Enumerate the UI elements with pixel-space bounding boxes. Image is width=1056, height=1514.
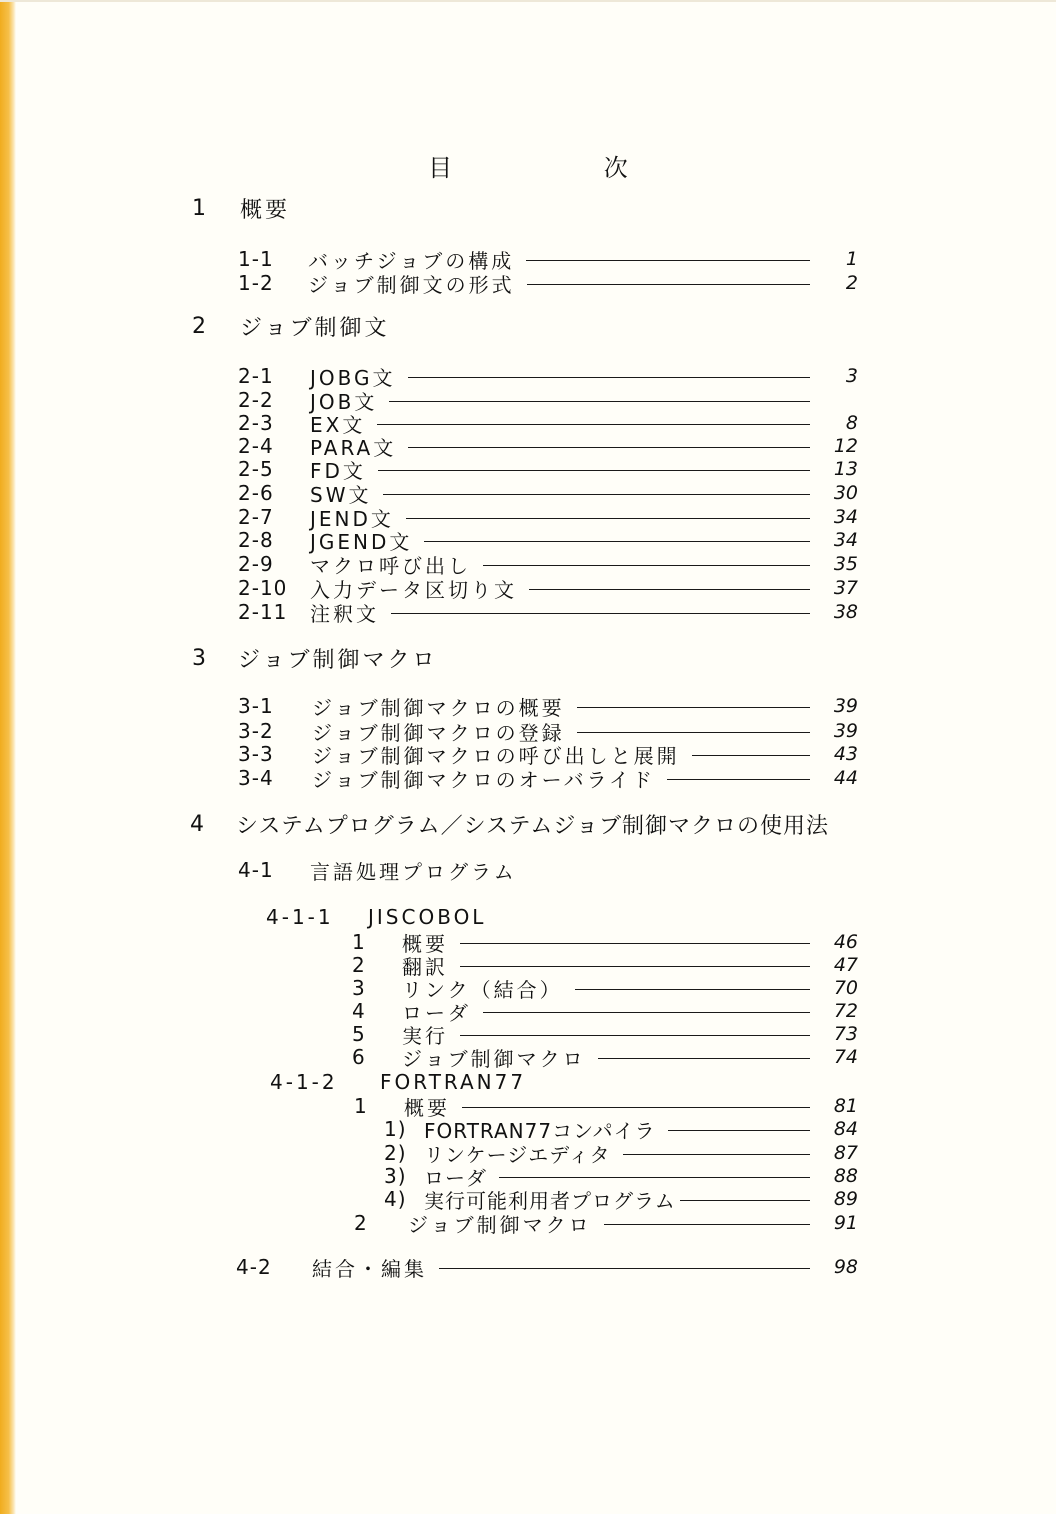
toc-page: 73 xyxy=(833,1023,858,1045)
toc-page: 12 xyxy=(833,435,858,457)
toc-label: JGEND文 xyxy=(310,529,413,554)
toc-number: 3) xyxy=(384,1164,407,1188)
toc-number: 2 xyxy=(192,313,207,339)
toc-number: 2-1 xyxy=(238,364,274,388)
toc-number: 3 xyxy=(352,976,366,1000)
leader-line xyxy=(377,424,810,425)
page-title: 目 次 xyxy=(428,154,700,182)
toc-label: ローダ xyxy=(402,1000,471,1025)
toc-label: ジョブ制御文の形式 xyxy=(308,272,515,297)
top-edge xyxy=(0,0,1056,2)
toc-number: 2-9 xyxy=(238,552,274,576)
toc-label: ローダ xyxy=(424,1165,487,1190)
toc-number: 2-2 xyxy=(238,388,274,412)
leader-line xyxy=(378,470,810,471)
toc-label: ジョブ制御マクロの呼び出しと展開 xyxy=(312,743,680,768)
toc-number: 2-4 xyxy=(238,434,274,458)
toc-label: ジョブ制御マクロ xyxy=(402,1046,586,1071)
leader-line xyxy=(577,732,810,733)
toc-subsection xyxy=(270,1070,526,1094)
toc-page: 46 xyxy=(833,931,858,953)
leader-line xyxy=(604,1224,810,1225)
toc-page: 88 xyxy=(833,1165,858,1187)
toc-number: 1-1 xyxy=(238,247,274,271)
leader-line xyxy=(668,1130,810,1131)
leader-line xyxy=(598,1058,810,1059)
leader-line xyxy=(623,1154,810,1155)
toc-entry xyxy=(238,271,858,295)
toc-page: 43 xyxy=(833,743,858,765)
toc-entry xyxy=(238,552,858,576)
toc-number: 3-1 xyxy=(238,694,274,718)
leader-line xyxy=(526,260,810,261)
toc-number: 2-6 xyxy=(238,481,274,505)
toc-number: 5 xyxy=(352,1022,366,1046)
toc-number: 2-7 xyxy=(238,505,274,529)
toc-page: 38 xyxy=(833,601,858,623)
toc-number: 3-3 xyxy=(238,742,274,766)
leader-line xyxy=(460,943,810,944)
toc-label: ジョブ制御文 xyxy=(240,315,390,341)
toc-number: 2-8 xyxy=(238,528,274,552)
toc-page: 8 xyxy=(845,412,858,434)
toc-entry xyxy=(238,576,858,600)
toc-number: 2-5 xyxy=(238,457,274,481)
toc-number: 1 xyxy=(352,930,366,954)
toc-label: FD文 xyxy=(310,458,366,483)
toc-page: 72 xyxy=(833,1000,858,1022)
toc-entry xyxy=(384,1187,858,1211)
toc-number: 1 xyxy=(354,1094,368,1118)
leader-line xyxy=(460,966,810,967)
toc-page: 35 xyxy=(833,553,858,575)
toc-label: 実行 xyxy=(402,1023,448,1048)
leader-line xyxy=(667,779,810,780)
toc-page: 1 xyxy=(845,248,858,270)
toc-chapter xyxy=(192,313,390,341)
toc-entry xyxy=(384,1117,858,1141)
toc-label: ジョブ制御マクロのオーバライド xyxy=(312,767,655,792)
toc-label: JISCOBOL xyxy=(368,905,487,929)
toc-label: 翻訳 xyxy=(402,954,448,979)
toc-page: 39 xyxy=(833,720,858,742)
toc-number: 6 xyxy=(352,1045,366,1069)
toc-entry xyxy=(238,742,858,766)
toc-page: 34 xyxy=(833,506,858,528)
toc-page: 34 xyxy=(833,529,858,551)
toc-number: 2 xyxy=(352,953,366,977)
toc-page: 44 xyxy=(833,767,858,789)
toc-label: JOB文 xyxy=(310,389,378,414)
leader-line xyxy=(460,1035,810,1036)
toc-section xyxy=(238,858,517,882)
toc-number: 3 xyxy=(192,645,207,671)
toc-label: 概要 xyxy=(404,1095,450,1120)
toc-label: JEND文 xyxy=(310,506,394,531)
toc-entry xyxy=(352,1045,858,1069)
toc-label: 概要 xyxy=(240,197,291,223)
toc-number: 1-2 xyxy=(238,271,274,295)
toc-number: 4-1-1 xyxy=(266,905,334,929)
toc-chapter xyxy=(192,195,291,223)
toc-entry xyxy=(354,1211,858,1235)
leader-line xyxy=(499,1177,810,1178)
toc-number: 2 xyxy=(354,1211,368,1235)
toc-page: 13 xyxy=(833,458,858,480)
toc-label: ジョブ制御マクロの概要 xyxy=(312,695,565,720)
leader-line xyxy=(577,707,810,708)
toc-page: 98 xyxy=(833,1256,858,1278)
leader-line xyxy=(575,989,810,990)
toc-page: 39 xyxy=(833,695,858,717)
toc-number: 1) xyxy=(384,1117,407,1141)
leader-line xyxy=(383,494,810,495)
toc-entry xyxy=(238,457,858,481)
leader-line xyxy=(483,1012,810,1013)
toc-page: 3 xyxy=(845,365,858,387)
toc-page: 70 xyxy=(833,977,858,999)
toc-page: 89 xyxy=(833,1188,858,1210)
leader-line xyxy=(680,1200,810,1201)
toc-entry xyxy=(238,694,858,718)
toc-page: 84 xyxy=(833,1118,858,1140)
toc-label: 実行可能利用者プログラム xyxy=(424,1188,676,1213)
page-edge-binding xyxy=(0,0,16,1514)
toc-entry xyxy=(238,481,858,505)
toc-subsection xyxy=(266,905,486,929)
leader-line xyxy=(408,377,810,378)
toc-number: 4 xyxy=(352,999,366,1023)
toc-label: PARA文 xyxy=(310,435,397,460)
toc-label: FORTRAN77コンパイラ xyxy=(424,1118,656,1143)
toc-label: 入力データ区切り文 xyxy=(310,577,517,602)
toc-label: EX文 xyxy=(310,412,366,437)
toc-label: SW文 xyxy=(310,482,372,507)
toc-page: 91 xyxy=(833,1212,858,1234)
toc-page: 74 xyxy=(833,1046,858,1068)
leader-line xyxy=(389,401,810,402)
toc-label: ジョブ制御マクロの登録 xyxy=(312,720,565,745)
toc-number: 4-1 xyxy=(238,858,274,882)
toc-label: システムプログラム／システムジョブ制御マクロの使用法 xyxy=(236,813,829,839)
toc-label: マクロ呼び出し xyxy=(310,553,471,578)
toc-page: 47 xyxy=(833,954,858,976)
toc-label: ジョブ制御マクロ xyxy=(408,1212,592,1237)
toc-entry xyxy=(238,364,858,388)
leader-line xyxy=(462,1107,810,1108)
toc-number: 1 xyxy=(192,195,207,221)
toc-number: 4) xyxy=(384,1187,407,1211)
toc-number: 4 xyxy=(190,811,205,837)
toc-number: 3-4 xyxy=(238,766,274,790)
toc-label: FORTRAN77 xyxy=(380,1070,527,1094)
toc-page: 30 xyxy=(833,482,858,504)
toc-number: 3-2 xyxy=(238,719,274,743)
leader-line xyxy=(406,518,810,519)
toc-label: 注釈文 xyxy=(310,601,379,626)
leader-line xyxy=(529,589,810,590)
leader-line xyxy=(483,565,810,566)
toc-page: 87 xyxy=(833,1142,858,1164)
toc-entry xyxy=(238,528,858,552)
toc-number: 2) xyxy=(384,1141,407,1165)
toc-page: 37 xyxy=(833,577,858,599)
leader-line xyxy=(391,613,810,614)
toc-page: 2 xyxy=(845,272,858,294)
toc-number: 2-11 xyxy=(238,600,288,624)
leader-line xyxy=(439,1268,810,1269)
toc-number: 4-2 xyxy=(236,1255,272,1279)
toc-entry xyxy=(236,1255,858,1279)
toc-label: リンク（結合） xyxy=(402,977,563,1002)
toc-label: ジョブ制御マクロ xyxy=(238,647,438,673)
toc-label: 結合・編集 xyxy=(312,1256,427,1281)
toc-entry xyxy=(238,600,858,624)
toc-entry xyxy=(238,766,858,790)
toc-number: 4-1-2 xyxy=(270,1070,338,1094)
toc-label: 概要 xyxy=(402,931,448,956)
leader-line xyxy=(692,755,810,756)
toc-entry xyxy=(238,247,858,271)
leader-line xyxy=(424,541,810,542)
toc-label: リンケージエディタ xyxy=(424,1142,611,1167)
toc-number: 2-3 xyxy=(238,411,274,435)
toc-label: JOBG文 xyxy=(310,365,396,390)
toc-label: 言語処理プログラム xyxy=(310,859,517,884)
leader-line xyxy=(527,284,810,285)
toc-number: 2-10 xyxy=(238,576,288,600)
toc-page: 81 xyxy=(833,1095,858,1117)
toc-label: バッチジョブの構成 xyxy=(308,248,515,273)
toc-chapter xyxy=(192,645,438,673)
toc-chapter xyxy=(190,811,829,839)
leader-line xyxy=(408,447,810,448)
